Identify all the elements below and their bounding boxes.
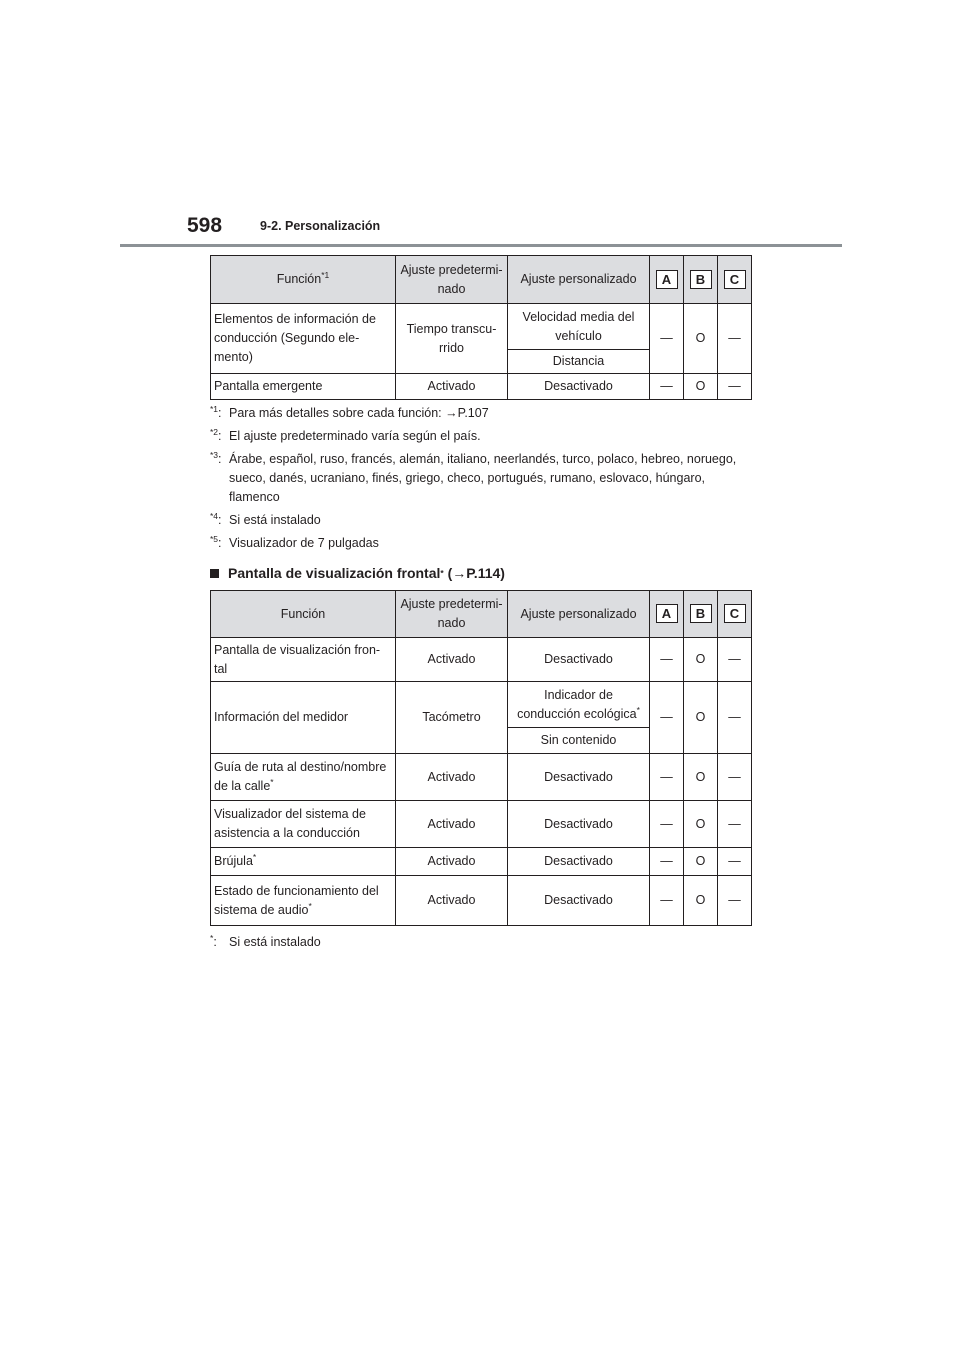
footnote: *: Si está instalado xyxy=(210,932,321,949)
row-funcion: Estado de funcionamiento del sistema de audio* xyxy=(211,876,396,926)
section-title: 9-2. Personalización xyxy=(260,219,381,233)
table-row xyxy=(211,801,752,848)
page-number: 598 xyxy=(187,214,223,237)
row-default: Activado xyxy=(396,638,508,682)
row-mark-b: O xyxy=(684,304,718,374)
row-custom: Desactivado xyxy=(508,754,650,801)
row-mark-c: — xyxy=(718,876,752,926)
row-mark-c: — xyxy=(718,848,752,876)
letter-b-icon: B xyxy=(690,604,712,623)
row-default: Activado xyxy=(396,801,508,848)
table-row xyxy=(211,754,752,801)
row-mark-a: — xyxy=(650,754,684,801)
footnotes-2 xyxy=(210,933,750,956)
table2-header-custom: Ajuste personalizado xyxy=(508,591,650,638)
letter-c-icon: C xyxy=(724,270,746,289)
letter-c-icon: C xyxy=(724,604,746,623)
table1-header-c xyxy=(718,256,752,304)
row-mark-c: — xyxy=(718,374,752,400)
letter-b-icon: B xyxy=(690,270,712,289)
footnote: $^{*1}$: Para más detalles sobre cada función: →P.107 xyxy=(210,403,489,420)
footnote: $^{*5}$: Visualizador de 7 pulgadas xyxy=(210,533,379,550)
table-row xyxy=(211,374,752,400)
table-row xyxy=(211,638,752,682)
letter-a-icon: A xyxy=(656,604,678,623)
square-bullet-icon xyxy=(210,569,219,578)
row-custom: Distancia xyxy=(508,350,650,374)
table2-header-c xyxy=(718,591,752,638)
table2-header-b xyxy=(684,591,718,638)
table-row xyxy=(211,682,752,728)
footnote: $^{*4}$: Si está instalado xyxy=(210,510,321,527)
row-mark-b: O xyxy=(684,374,718,400)
row-custom: Desactivado xyxy=(508,801,650,848)
subsection-heading: Pantalla de visualización frontal * (→P.114) xyxy=(210,565,505,581)
row-mark-c: — xyxy=(718,304,752,374)
table1-header-row xyxy=(211,256,752,304)
row-mark-a: — xyxy=(650,682,684,754)
row-default: Activado xyxy=(396,876,508,926)
table2-header-funcion: Función xyxy=(211,591,396,638)
row-default: Tacómetro xyxy=(396,682,508,754)
row-mark-c: — xyxy=(718,754,752,801)
subsection-title: Pantalla de visualización frontal xyxy=(228,565,441,581)
row-custom: Sin contenido xyxy=(508,728,650,754)
table-row xyxy=(211,304,752,350)
row-funcion: Elementos de información de conducción (Segundo ele-mento) xyxy=(211,304,396,374)
table1-header-funcion: Función$^{*1}$ xyxy=(211,256,396,304)
row-custom: Desactivado xyxy=(508,374,650,400)
row-mark-b: O xyxy=(684,801,718,848)
subsection-ref: (→P.114) xyxy=(447,565,505,581)
table2-header-default: Ajuste predetermi-nado xyxy=(396,591,508,638)
row-mark-c: — xyxy=(718,801,752,848)
row-custom: Indicador de conducción ecológica* xyxy=(508,682,650,728)
row-mark-b: O xyxy=(684,682,718,754)
header-rule xyxy=(120,244,842,247)
row-funcion: Información del medidor xyxy=(211,682,396,754)
row-mark-a: — xyxy=(650,638,684,682)
settings-table-2 xyxy=(210,590,752,926)
row-mark-a: — xyxy=(650,304,684,374)
row-funcion: Visualizador del sistema de asistencia a la conducción xyxy=(211,801,396,848)
row-mark-a: — xyxy=(650,801,684,848)
row-mark-b: O xyxy=(684,848,718,876)
row-mark-a: — xyxy=(650,876,684,926)
row-mark-b: O xyxy=(684,876,718,926)
footnote: $^{*3}$: Árabe, español, ruso, francés, alemán, italiano, neerlandés, turco, polaco, hebreo, noruego, sueco, danés, ucraniano, finés, griego, checo, portugués, rumano, eslovaco, húngaro, flamenco xyxy=(210,449,737,504)
table2-header-a xyxy=(650,591,684,638)
row-funcion: Brújula* xyxy=(211,848,396,876)
row-default: Activado xyxy=(396,848,508,876)
settings-table-1 xyxy=(210,255,752,400)
row-default: Activado xyxy=(396,754,508,801)
row-mark-c: — xyxy=(718,682,752,754)
table2-header-row xyxy=(211,591,752,638)
table1-header-custom: Ajuste personalizado xyxy=(508,256,650,304)
row-mark-b: O xyxy=(684,638,718,682)
row-mark-a: — xyxy=(650,374,684,400)
table1-header-b xyxy=(684,256,718,304)
footnote: $^{*2}$: El ajuste predeterminado varía según el país. xyxy=(210,426,481,443)
letter-a-icon: A xyxy=(656,270,678,289)
row-funcion: Pantalla emergente xyxy=(211,374,396,400)
footnotes-1 xyxy=(210,404,750,557)
table-row xyxy=(211,876,752,926)
row-mark-a: — xyxy=(650,848,684,876)
table1-header-default: Ajuste predetermi-nado xyxy=(396,256,508,304)
row-funcion: Pantalla de visualización fron-tal xyxy=(211,638,396,682)
table1-header-a xyxy=(650,256,684,304)
row-custom: Desactivado xyxy=(508,638,650,682)
row-default: Tiempo transcu-rrido xyxy=(396,304,508,374)
row-custom: Velocidad media del vehículo xyxy=(508,304,650,350)
row-default: Activado xyxy=(396,374,508,400)
row-mark-b: O xyxy=(684,754,718,801)
row-mark-c: — xyxy=(718,638,752,682)
row-custom: Desactivado xyxy=(508,848,650,876)
table-row xyxy=(211,848,752,876)
row-custom: Desactivado xyxy=(508,876,650,926)
row-funcion: Guía de ruta al destino/nombre de la calle* xyxy=(211,754,396,801)
